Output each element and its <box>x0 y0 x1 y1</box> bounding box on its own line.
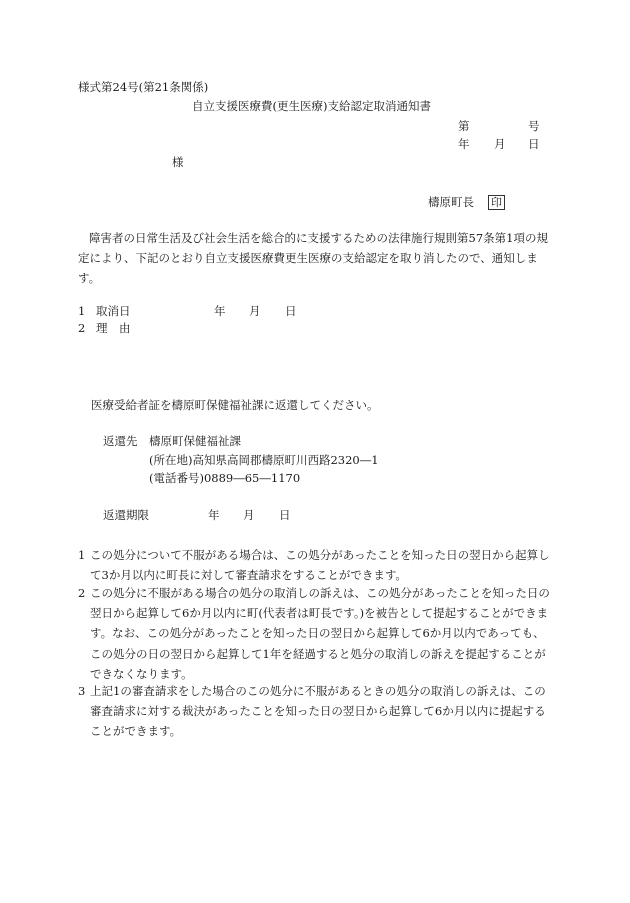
document-title: 自立支援医療費(更生医療)支給認定取消通知書 <box>192 99 431 113</box>
return-deadline-year: 年 <box>208 508 220 522</box>
note-3-number: 3 <box>78 684 86 698</box>
form-number: 様式第24号(第21条関係) <box>78 80 209 94</box>
return-office: 檮原町保健福祉課 <box>149 434 241 448</box>
number-prefix: 第 <box>458 119 470 133</box>
body-text: 障害者の日常生活及び社会生活を総合的に支援するための法律施行規則第57条第1項の規定により、下記のとおり自立支援医療費更生医療の支給認定を取り消したので、通知します。 <box>78 231 548 285</box>
return-instruction: 医療受給者証を檮原町保健福祉課に返還してください。 <box>91 398 379 412</box>
return-phone: (電話番号)0889―65―1170 <box>149 471 301 485</box>
note-3 <box>78 681 550 742</box>
item-1-label: 取消日 <box>96 304 131 318</box>
issuer-name: 檮原町長 <box>428 195 474 209</box>
date-day-label: 日 <box>528 137 540 151</box>
note-1-text: この処分について不服がある場合は、この処分があったことを知った日の翌日から起算して3か月以内に町長に対して審査請求をすることができます。 <box>90 548 550 583</box>
issuer <box>428 195 505 210</box>
note-1 <box>78 545 550 585</box>
note-3-text: 上記1の審査請求をした場合のこの処分に不服があるときの処分の取消しの訴えは、この審査請求に対する裁決があったことを知った日の翌日から起算して6か月以内に提起することができます。 <box>90 684 546 739</box>
return-deadline-month: 月 <box>243 508 255 522</box>
return-to-label: 返還先 <box>103 434 138 448</box>
item-2-label: 理 由 <box>96 321 131 335</box>
return-deadline-day: 日 <box>279 508 291 522</box>
return-address: (所在地)高知県高岡郡檮原町川西路2320―1 <box>149 453 379 467</box>
item-1-number: 1 <box>78 304 86 318</box>
note-1-number: 1 <box>78 548 86 562</box>
note-2-number: 2 <box>78 586 86 600</box>
return-deadline-label: 返還期限 <box>103 508 149 522</box>
item-1-day: 日 <box>285 304 297 318</box>
seal-mark: 印 <box>488 195 505 210</box>
recipient-suffix: 様 <box>172 155 184 169</box>
note-2 <box>78 583 550 684</box>
item-1-month: 月 <box>249 304 261 318</box>
date-year-label: 年 <box>458 137 470 151</box>
note-2-text: この処分に不服がある場合の処分の取消しの訴えは、この処分があったことを知った日の翌日から起算して6か月以内に町(代表者は町長です。)を被告として提起することができます。なお、この処分があったことを知った日の翌日から起算して6か月以内であっても、この処分の日の翌日から起算して1年を経過すると処分の取消しの訴えを提起することができなくなります。 <box>90 586 550 681</box>
item-2-number: 2 <box>78 321 86 335</box>
number-suffix: 号 <box>528 119 540 133</box>
date-month-label: 月 <box>494 137 506 151</box>
item-1-year: 年 <box>214 304 226 318</box>
